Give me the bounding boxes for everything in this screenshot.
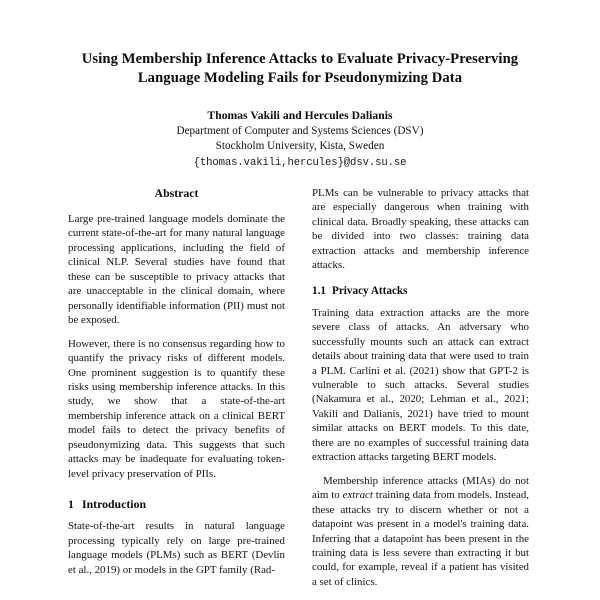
author-email: {thomas.vakili,hercules}@dsv.su.se [193, 156, 407, 169]
mia-text-part-2: training data from models. Instead, these attacks try to discern whether or not a datapoint was present in a model's training data. Inferring that a datapoint has been present in the training data is less severe than extracting it but could, for example, reveal if a patient has visited a set of clinics. [312, 489, 529, 588]
subsection-title: Privacy Attacks [332, 284, 408, 297]
author-department: Department of Computer and Systems Sciences (DSV) [176, 124, 424, 137]
author-names: Thomas Vakili and Hercules Dalianis [207, 109, 393, 122]
author-institution: Stockholm University, Kista, Sweden [215, 140, 385, 152]
subsection-number: 1.1 [312, 284, 326, 297]
right-paragraph-1: PLMs can be vulnerable to privacy attacks that are especially dangerous when training with clinical data. Broadly speaking, these attacks can be divided into two classes: training data extraction attacks and membership inference attacks. [312, 187, 529, 272]
subsection-heading-privacy-attacks [312, 285, 529, 297]
author-block [62, 108, 538, 171]
title-block [0, 0, 600, 171]
body-columns [0, 186, 600, 589]
right-column [312, 186, 529, 589]
abstract-heading: Abstract [154, 186, 199, 200]
right-paragraph-3 [312, 474, 529, 590]
section-heading-introduction [68, 497, 285, 512]
mia-emphasis-extract: extract [342, 489, 373, 502]
section-number: 1 [68, 497, 74, 512]
page-title: Using Membership Inference Attacks to Evaluate Privacy-Preserving Language Modeling Fails for Pseudonymizing Data [81, 51, 519, 86]
abstract-paragraph-1: Large pre-trained language models dominate the current state-of-the-art for many natural language processing applications, including the field of clinical NLP. Several studies have found that these can be susceptible to privacy attacks that are unacceptable in the clinical domain, where personally identifiable information (PII) must not be exposed. [68, 213, 285, 327]
mia-text-part-1: Membership inference attacks (MIAs) do not aim to [312, 474, 529, 502]
introduction-paragraph: State-of-the-art results in natural language processing typically rely on large pre-trained language models (PLMs) such as BERT (Devlin et al., 2019) or models in the GPT family (Rad- [68, 520, 285, 576]
section-title: Introduction [82, 497, 147, 512]
abstract-paragraph-2: However, there is no consensus regarding how to quantify the privacy risks of different models. One prominent suggestion is to quantify these risks using membership inference attacks. In this study, we show that a state-of-the-art membership inference attack on a clinical BERT model fails to detect the privacy benefits of pseudonymizing data. This suggests that such attacks may be inadequate for evaluating token-level privacy preservation of PIIs. [68, 337, 285, 480]
left-column [68, 186, 285, 589]
right-paragraph-2: Training data extraction attacks are the more severe class of attacks. An adversary who successfully mounts such an attack can extract details about training data that were used to train a PLM. Carlini et al. (2021) show that GPT-2 is vulnerable to such attacks. Several studies (Nakamura et al., 2020; Lehman et al., 2021; Vakili and Dalianis, 2021) have tried to mount similar attacks on BERT models. To this date, there are no examples of successful training data extraction attacks targeting BERT models. [312, 306, 529, 464]
